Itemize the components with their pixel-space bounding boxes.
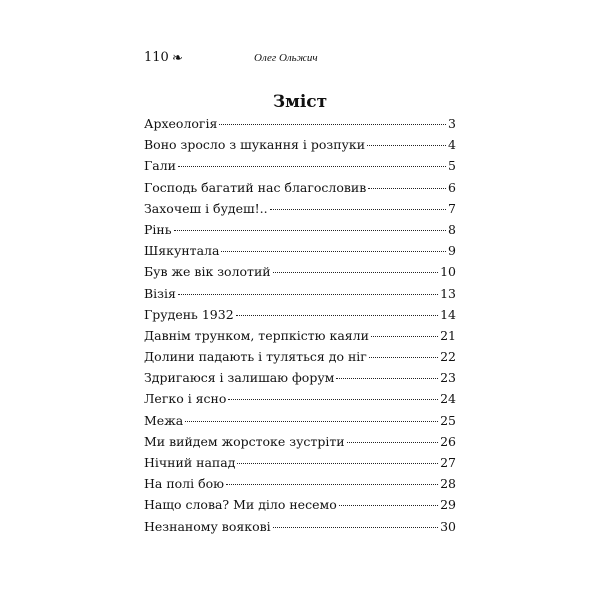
toc-entry [144, 243, 456, 264]
toc-entry-page: 22 [440, 349, 456, 365]
toc-entry [144, 286, 456, 307]
toc-entry-title: Господь багатий нас благословив [144, 179, 367, 195]
toc-entry-title: Захочеш і будеш!.. [144, 200, 268, 216]
dot-leader [273, 272, 438, 273]
dot-leader [178, 166, 446, 167]
toc-title: Зміст [272, 92, 328, 112]
toc-entry-title: Нічний напад [144, 455, 236, 470]
dot-leader [367, 145, 446, 146]
toc-entry-page: 27 [440, 455, 456, 470]
toc-entry-title: Межа [144, 412, 184, 428]
dot-leader [368, 188, 446, 189]
toc-entry [144, 455, 456, 476]
toc-entry-page: 9 [448, 243, 456, 259]
toc-entry-title: Грудень 1932 [144, 306, 234, 322]
dot-leader [369, 357, 438, 358]
toc-entry [144, 476, 456, 497]
toc-entry-title: На полі бою [144, 476, 225, 492]
dot-leader [273, 527, 438, 528]
toc-entry [144, 413, 456, 434]
toc-entry [144, 370, 456, 391]
dot-leader [371, 336, 438, 337]
dot-leader [347, 442, 439, 443]
toc-entry [144, 180, 456, 201]
toc-entry [144, 201, 456, 222]
dot-leader [185, 421, 438, 422]
dot-leader [221, 251, 446, 252]
toc-entry-title: Ми вийдем жорстоке зустріти [144, 433, 345, 449]
page-number: 110 [144, 50, 169, 65]
toc-entry [144, 137, 456, 158]
page-header [144, 50, 474, 70]
toc-entry-title: Легко і ясно [144, 391, 227, 407]
dot-leader [336, 378, 438, 379]
toc-entry [144, 391, 456, 412]
toc-entry [144, 497, 456, 518]
toc-entry [144, 116, 456, 137]
toc-entry-title: Воно зросло з шукання і розпуки [144, 137, 366, 153]
toc-entry-title: Рінь [144, 221, 172, 237]
toc-entry-page: 30 [440, 518, 456, 534]
toc-entry-page: 10 [440, 264, 456, 280]
dot-leader [178, 294, 438, 295]
toc-entry-title: Був же вік золотий [144, 264, 271, 280]
toc-entry-page: 3 [448, 116, 456, 131]
toc-entry-page: 23 [440, 370, 456, 386]
toc-entry-page: 24 [440, 391, 456, 407]
dot-leader [237, 463, 438, 464]
dot-leader [228, 399, 438, 400]
toc-entry [144, 158, 456, 179]
dot-leader [270, 209, 446, 210]
toc-entry-page: 7 [448, 200, 456, 216]
toc-entry-title: Незнаному воякові [144, 518, 271, 534]
dot-leader [219, 124, 446, 125]
toc-entry-title: Здригаюся і залишаю форум [144, 370, 335, 386]
toc-entry [144, 328, 456, 349]
toc-entry [144, 434, 456, 455]
toc-entry-page: 21 [440, 327, 456, 343]
toc-entry [144, 349, 456, 370]
toc-entry [144, 307, 456, 328]
toc-entry-page: 6 [448, 179, 456, 195]
toc-entry-title: Нащо слова? Ми діло несемо [144, 497, 337, 513]
toc-entry-title: Давнім трунком, терпкістю каяли [144, 327, 369, 343]
toc-entry-title: Шякунтала [144, 243, 220, 259]
toc-entry-page: 5 [448, 158, 456, 174]
toc-entry-page: 14 [440, 306, 456, 322]
toc-entry-title: Долини падають і туляться до ніг [144, 349, 367, 365]
toc-entry-page: 8 [448, 221, 456, 237]
toc-entry-page: 29 [440, 497, 456, 513]
dot-leader [226, 484, 438, 485]
table-of-contents [144, 116, 456, 540]
toc-entry [144, 519, 456, 540]
fleuron-icon: ❧ [172, 51, 183, 66]
toc-entry [144, 264, 456, 285]
toc-entry-page: 13 [440, 285, 456, 301]
toc-entry-page: 25 [440, 412, 456, 428]
toc-entry-title: Археологія [144, 116, 218, 131]
dot-leader [339, 505, 438, 506]
toc-entry-page: 4 [448, 137, 456, 153]
toc-entry-page: 26 [440, 433, 456, 449]
toc-entry-title: Візія [144, 285, 176, 301]
toc-entry [144, 222, 456, 243]
toc-entry-title: Гали [144, 158, 177, 174]
dot-leader [236, 315, 438, 316]
toc-entry-page: 28 [440, 476, 456, 492]
dot-leader [174, 230, 447, 231]
running-header-author: Олег Ольжич [254, 52, 318, 64]
